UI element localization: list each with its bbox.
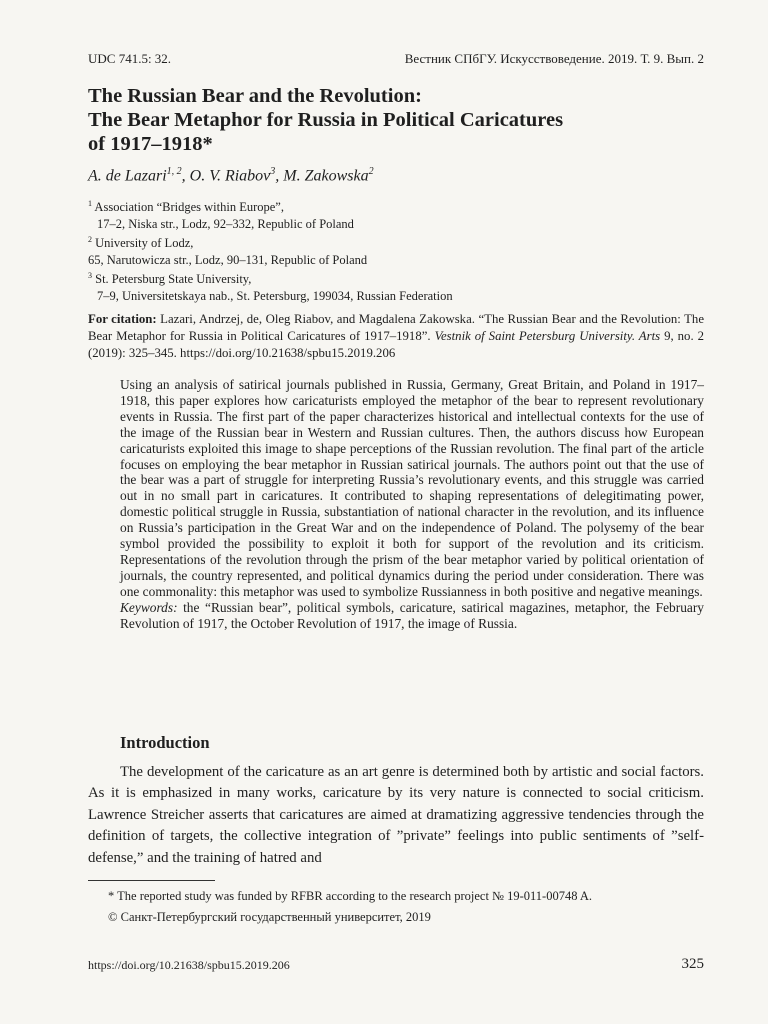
citation-journal: Vestnik of Saint Petersburg University. Arts [434, 329, 661, 343]
footnote-divider [88, 880, 215, 881]
affiliation-3-address: 7–9, Universitetskaya nab., St. Petersburg, 199034, Russian Federation [97, 288, 453, 303]
footnote-funding: * The reported study was funded by RFBR according to the research project № 19-011-00748 A. [108, 889, 593, 903]
udc-code: UDC 741.5: 32. [88, 51, 172, 66]
keywords [120, 600, 704, 632]
affiliation-1: $^1$ Association “Bridges within Europe”, [88, 199, 284, 215]
author-3-affil: 2 [368, 166, 374, 177]
article-title [88, 84, 704, 156]
keywords-text: the “Russian bear”, political symbols, caricature, satirical magazines, metaphor, the February Revolution of 1917, the October Revolution of 1917, the image of Russia. [120, 599, 704, 631]
abstract [120, 377, 704, 632]
keywords-label: Keywords: [120, 599, 178, 615]
author-1: A. de Lazari [88, 167, 167, 185]
citation-label: For citation: [88, 312, 157, 326]
author-list: A. de Lazari$^{1, 2}$, O. V. Riabov$^3$, M. Zakowska$^2$ [88, 166, 374, 185]
affiliation-2-address: 65, Narutowicza str., Lodz, 90–131, Republic of Poland [88, 252, 368, 267]
title-line-2: The Bear Metaphor for Russia in Political Caricatures [88, 109, 564, 131]
introduction-body [88, 762, 704, 869]
abstract-text: Using an analysis of satirical journals published in Russia, Germany, Great Britain, and Poland in 1917–1918, this paper explores how caricaturists employed the metaphor of the bear to represent revolutionary events in Russia. The first part of the paper characterizes historical and intellectual contexts for the use of the image of the Russian bear in Western and Russian cultures. Then, the authors discuss how European caricaturists exploited this image to shape perceptions of the Russian revolution. The final part of the article focuses on employing the bear metaphor in Russian satirical journals. The authors point out that the use of the bear was a part of struggle for interpreting Russia’s revolutionary events, and this struggle was carried out in no small part in caricatures. It contributed to shaping representations of delegitimating power, domestic political struggle in Russia, substantiation of national character in the revolution, and its influence on Russia’s participation in the Great War and on the independence of Poland. The polysemy of the bear symbol provided the possibility to exploit it both for support of the revolution and its criticism. Representations of the revolution through the prism of the bear metaphor varied by political orientation of journals, the country represented, and political dynamics during the period under consideration. There was one commonality: this metaphor was used to symbolize Russianness in both positive and negative meanings. [120, 377, 704, 599]
footnote-copyright: © Санкт-Петербургский государственный университет, 2019 [108, 910, 431, 924]
affiliation-2: $^2$ University of Lodz, [88, 234, 194, 251]
article-page [88, 0, 704, 1024]
author-1-affil: 1, 2 [166, 166, 182, 177]
affiliation-1-address: 17–2, Niska str., Lodz, 92–332, Republic of Poland [97, 216, 354, 231]
footer-doi-link[interactable]: https://doi.org/10.21638/spbu15.2019.206 [88, 958, 290, 972]
author-2: O. V. Riabov [189, 167, 271, 185]
author-3: M. Zakowska [283, 167, 369, 185]
author-2-affil: 3 [270, 166, 276, 177]
title-line-1: The Russian Bear and the Revolution: [88, 85, 422, 107]
affiliation-3: $^3$ St. Petersburg State University, [88, 270, 252, 287]
title-line-3: of 1917–1918* [88, 133, 213, 155]
footnotes [108, 886, 704, 928]
affiliations [88, 196, 704, 304]
introduction-paragraph: The development of the caricature as an art genre is determined both by artistic and social factors. As it is emphasized in many works, caricature by its very nature is connected to social criticism. Lawrence Streicher asserts that caricatures are aimed at dramatizing aggressive tendencies through the definition of targets, the collective integration of ”private” feelings into public sentiments of ”self-defense,” and the training of hatred and [88, 764, 704, 866]
page-number: 325 [681, 956, 704, 972]
citation-details: 9, no. 2 (2019): 325–345. https://doi.org/10.21638/spbu15.2019.206 [88, 329, 704, 360]
section-heading-introduction: Introduction [120, 733, 210, 752]
journal-header: Вестник СПбГУ. Искусствоведение. 2019. Т. 9. Вып. 2 [404, 51, 704, 66]
citation-text: Lazari, Andrzej, de, Oleg Riabov, and Magdalena Zakowska. “The Russian Bear and the Revolution: The Bear Metaphor for Russia in Political Caricatures of 1917–1918”. [88, 312, 704, 343]
citation-block [88, 311, 704, 362]
